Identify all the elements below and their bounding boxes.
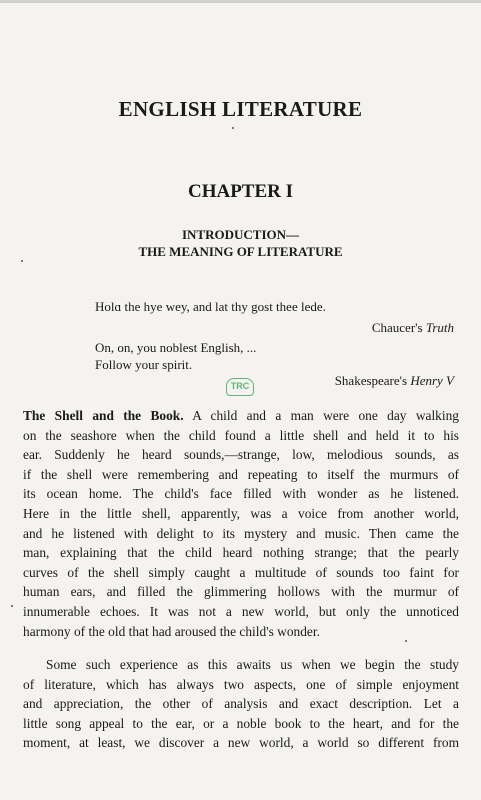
scan-speck [405, 640, 407, 642]
section-title: The Shell and the Book. [23, 408, 184, 423]
epigraph-shakespeare-attribution [335, 372, 454, 389]
paragraph-line: if the shell were remembering and repeating to itself the murmurs of [23, 466, 459, 482]
scan-speck [11, 605, 13, 607]
chapter-subtitle-line1: INTRODUCTION— [181, 227, 299, 242]
epigraph-shakespeare-author: Shakespeare's [334, 373, 411, 388]
paragraph-line: little song appeal to the ear, or a noble book to the heart, and for the [23, 715, 459, 731]
paragraph-line: human ears, and filled the glimmering hollows with the murmur of [23, 584, 459, 600]
epigraph-chaucer-line: Holɑ the hye wey, and lat thy gost thee lede. [95, 299, 326, 314]
epigraph-shakespeare-line2: Follow your spirit. [95, 357, 193, 372]
paragraph-line: innumerable echoes. It was not a new world, but only the unnoticed [23, 603, 459, 619]
chapter-subtitle-line2: THE MEANING OF LITERATURE [138, 244, 343, 259]
paragraph-line: moment, at least, we discover a new world, a world so different from [23, 735, 459, 751]
paragraph-line: Some such experience as this awaits us when we begin the study [46, 657, 459, 672]
paragraph-line: man, explaining that the child heard nothing strange; that the pearly [23, 545, 459, 561]
paragraph-line: on the seashore when the child found a little shell and held it to his [23, 427, 459, 443]
epigraph-shakespeare-work: Henry V [410, 373, 454, 388]
epigraph-chaucer-author: Chaucer's [371, 320, 426, 335]
trc-watermark-logo: TRC [226, 378, 254, 396]
paragraph-experience [23, 655, 459, 753]
paragraph-line: curves of the shell simply caught a multitude of sounds too faint for [23, 564, 459, 580]
scan-speck [232, 127, 234, 129]
paragraph-line: Here in the little shell, apparently, was a voice from another world, [23, 505, 459, 521]
epigraph-chaucer-work: Truth [425, 320, 454, 335]
paragraph-shell-and-book [23, 406, 459, 641]
paragraph-line: its ocean home. The child's face filled with wonder as he listened. [23, 486, 459, 502]
paragraph-line: ear. Suddenly he heard sounds,—strange, low, melodious sounds, as [23, 447, 459, 463]
chapter-heading: CHAPTER I [187, 181, 294, 202]
paragraph-line: harmony of the old that had aroused the child's wonder. [23, 623, 320, 639]
page-edge [0, 0, 481, 3]
paragraph-line: and appreciation, the other of analysis and exact description. Let a [23, 696, 459, 712]
book-title: ENGLISH LITERATURE [118, 97, 363, 121]
epigraph-chaucer-attribution [372, 319, 454, 336]
scan-speck [21, 260, 23, 262]
chapter-subtitle [0, 226, 481, 260]
epigraph-shakespeare-line1: On, on, you noblest English, ... [95, 340, 257, 355]
paragraph-line: The Shell and the Book. A child and a man were one day walking [23, 408, 459, 423]
paragraph-line: and he listened with delight to its mystery and music. Then came the [23, 525, 459, 541]
paragraph-line: of literature, which has always two aspects, one of simple enjoyment [23, 676, 459, 692]
